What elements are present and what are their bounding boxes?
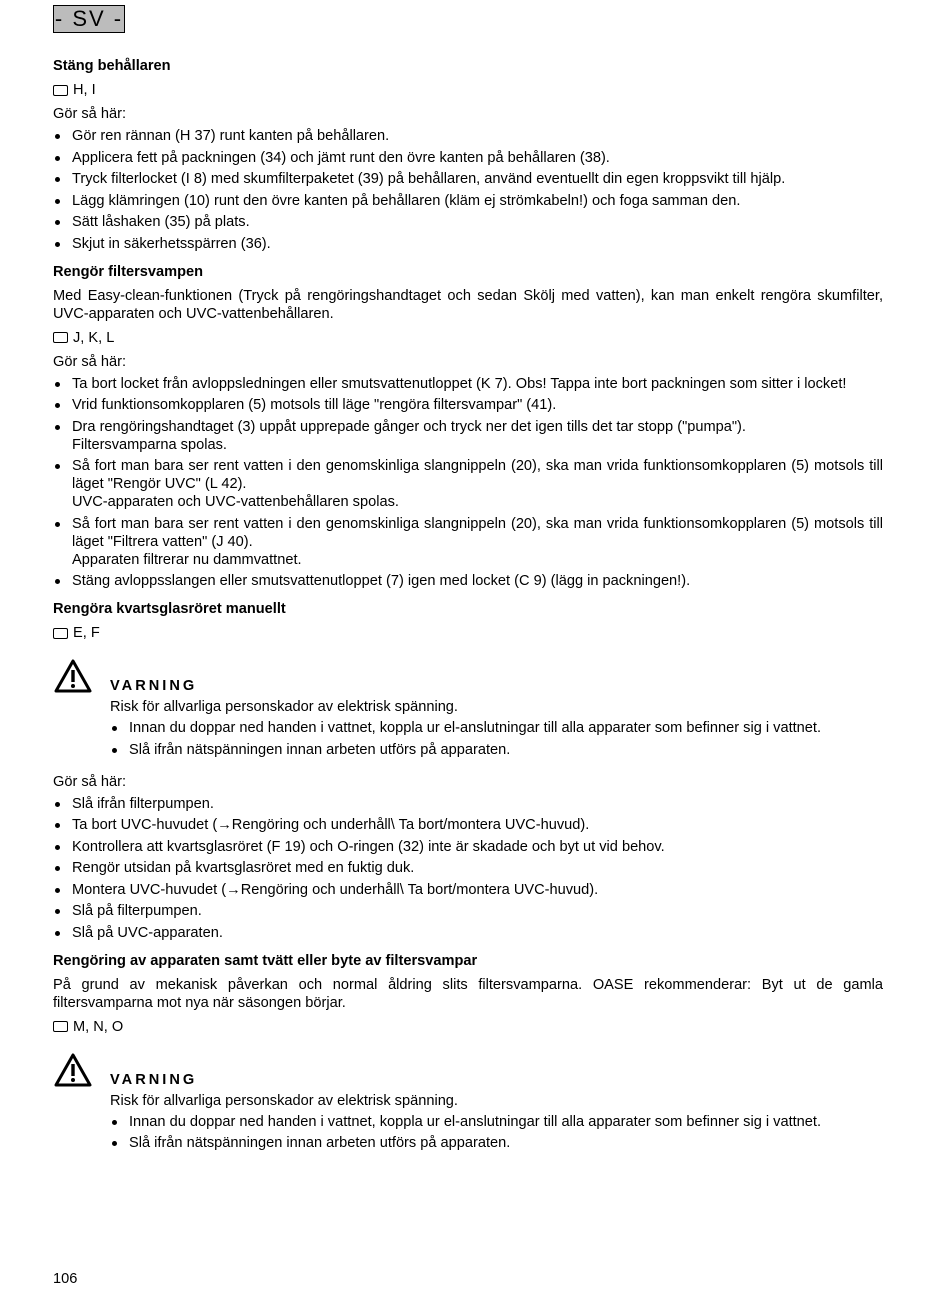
figure-reference: M, N, O [53, 1018, 883, 1036]
list-item: Rengör utsidan på kvartsglasröret med en fuktig duk. [53, 859, 883, 877]
list-item: Dra rengöringshandtaget (3) uppåt upprepade gånger och tryck ner det igen tills det tar stopp ("pumpa"). Filtersvamparna spolas. [53, 418, 883, 454]
list-item: Slå ifrån nätspänningen innan arbeten utförs på apparaten. [110, 1134, 883, 1152]
list-item: Ta bort locket från avloppsledningen eller smutsvattenutloppet (K 7). Obs! Tappa inte bort packningen som sitter i locket! [53, 375, 883, 393]
section-clean-device [53, 952, 883, 1153]
figure-reference: E, F [53, 624, 883, 642]
warning-list [110, 719, 883, 759]
step-list [53, 127, 883, 253]
list-item: Slå ifrån filterpumpen. [53, 795, 883, 813]
list-item: Innan du doppar ned handen i vattnet, koppla ur el-anslutningar till alla apparater som befinner sig i vattnet. [110, 719, 883, 737]
step-list [53, 375, 883, 591]
section-close-container [53, 57, 883, 253]
list-item: Sätt låshaken (35) på plats. [53, 213, 883, 231]
list-item: Kontrollera att kvartsglasröret (F 19) och O-ringen (32) inte är skadade och byt ut vid behov. [53, 838, 883, 856]
figure-icon [53, 85, 68, 96]
section-clean-quartz [53, 600, 883, 942]
section-title: Rengör filtersvampen [53, 263, 204, 280]
list-item: Applicera fett på packningen (34) och jämt runt den övre kanten på behållaren (38). [53, 149, 883, 167]
step-list [53, 795, 883, 942]
list-item: Slå ifrån nätspänningen innan arbeten utförs på apparaten. [110, 741, 883, 759]
warning-title: VARNING [110, 678, 198, 694]
list-item: Vrid funktionsomkopplaren (5) motsols till läge "rengöra filtersvampar" (41). [53, 396, 883, 414]
language-badge: - SV - [54, 6, 124, 31]
list-item: Slå på filterpumpen. [53, 902, 883, 920]
figure-reference: H, I [53, 81, 883, 99]
list-item: Stäng avloppsslangen eller smutsvattenutloppet (7) igen med locket (C 9) (lägg in packningen!). [53, 572, 883, 590]
list-item: Så fort man bara ser rent vatten i den genomskinliga slangnippeln (20), ska man vrida funktionsomkopplaren (5) motsols till läget "Filtrera vatten" (J 40). Apparaten filtrerar nu dammvattnet. [53, 515, 883, 569]
list-item: Tryck filterlocket (I 8) med skumfilterpaketet (39) på behållaren, använd eventuellt din egen kroppsvikt till hjälp. [53, 170, 883, 188]
section-clean-sponge [53, 263, 883, 591]
page-number: 106 [53, 1271, 78, 1287]
figure-reference: J, K, L [53, 329, 883, 347]
figure-icon [53, 1021, 68, 1032]
warning-box [53, 1060, 883, 1153]
warning-title: VARNING [110, 1071, 198, 1088]
list-item: Skjut in säkerhetsspärren (36). [53, 235, 883, 253]
body-text: På grund av mekanisk påverkan och normal åldring slits filtersvamparna. OASE rekommenderar: Byt ut de gamla filtersvamparna mot nya när säsongen börjar. [53, 976, 883, 1011]
intro-text: Gör så här: [53, 773, 126, 790]
warning-list [110, 1113, 883, 1153]
warning-text: Risk för allvarliga personskador av elektrisk spänning. [110, 699, 458, 715]
warning-triangle-icon [53, 658, 93, 694]
list-item: Innan du doppar ned handen i vattnet, koppla ur el-anslutningar till alla apparater som befinner sig i vattnet. [110, 1113, 883, 1131]
section-title: Stäng behållaren [53, 58, 171, 74]
list-item: Gör ren rännan (H 37) runt kanten på behållaren. [53, 127, 883, 145]
warning-text: Risk för allvarliga personskador av elektrisk spänning. [110, 1092, 458, 1109]
list-item: Slå på UVC-apparaten. [53, 924, 883, 942]
warning-box [53, 666, 883, 759]
list-item: Så fort man bara ser rent vatten i den genomskinliga slangnippeln (20), ska man vrida funktionsomkopplaren (5) motsols till läget "Rengör UVC" (L 42). UVC-apparaten och UVC-vattenbehållaren spolas. [53, 457, 883, 511]
intro-text: Gör så här: [53, 353, 126, 370]
intro-text: Gör så här: [53, 106, 126, 122]
figure-icon [53, 628, 68, 639]
list-item: Ta bort UVC-huvudet (→Rengöring och underhåll\ Ta bort/montera UVC-huvud). [53, 816, 883, 834]
figure-icon [53, 332, 68, 343]
warning-triangle-icon [53, 1052, 93, 1088]
list-item: Lägg klämringen (10) runt den övre kanten på behållaren (kläm ej strömkabeln!) och foga samman den. [53, 192, 883, 210]
section-title: Rengöra kvartsglasröret manuellt [53, 601, 286, 617]
section-title: Rengöring av apparaten samt tvätt eller byte av filtersvampar [53, 952, 478, 969]
body-text: Med Easy-clean-funktionen (Tryck på rengöringshandtaget och sedan Skölj med vatten), kan man enkelt rengöra skumfilter, UVC-apparaten och UVC-vattenbehållaren. [53, 287, 883, 322]
document-body [53, 57, 883, 1166]
list-item: Montera UVC-huvudet (→Rengöring och underhåll\ Ta bort/montera UVC-huvud). [53, 881, 883, 899]
